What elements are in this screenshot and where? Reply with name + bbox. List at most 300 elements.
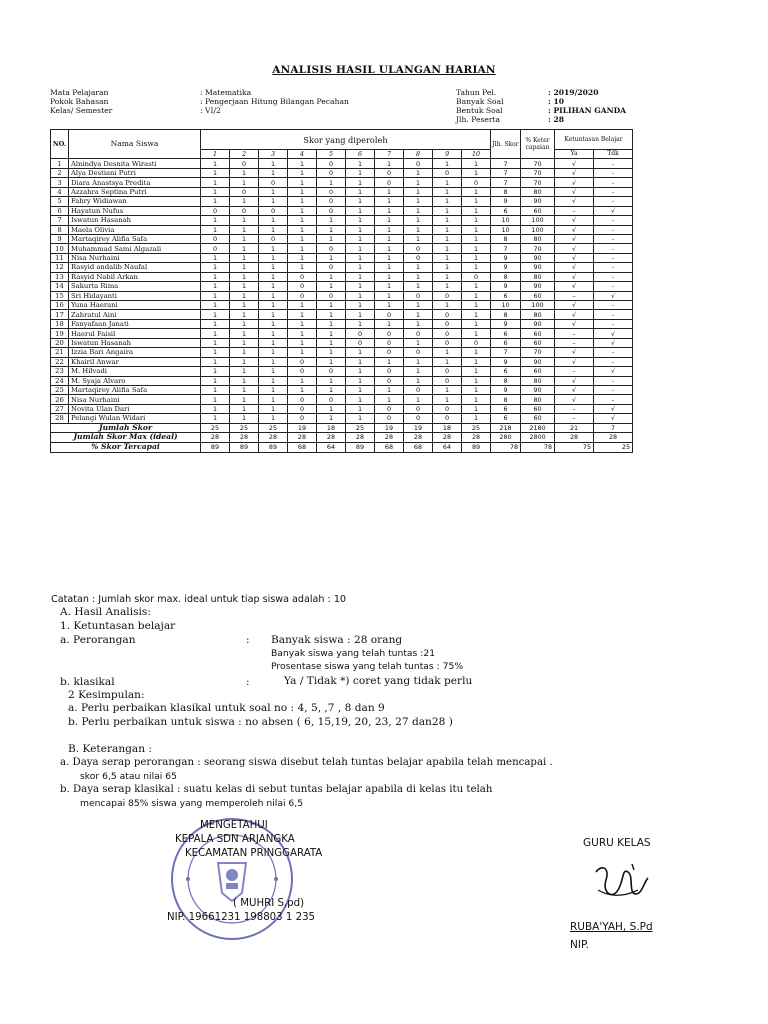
score-cell: 1: [346, 272, 375, 281]
score-cell: 1: [462, 376, 491, 385]
score-cell: 0: [230, 187, 259, 196]
score-cell: 0: [433, 376, 462, 385]
question-header: 8: [404, 150, 433, 159]
student-no: 4: [51, 187, 69, 196]
score-cell: 0: [375, 367, 404, 376]
score-cell: 1: [375, 263, 404, 272]
meta-row: [456, 88, 626, 97]
jlh-skor-cell: 8: [491, 234, 521, 243]
score-cell: 1: [259, 216, 288, 225]
score-cell: 1: [433, 263, 462, 272]
persen-cell: 89: [230, 442, 259, 452]
score-cell: 1: [201, 159, 230, 168]
ya-cell: √: [555, 272, 594, 281]
score-cell: 0: [433, 414, 462, 423]
sum-cell: 18: [317, 423, 346, 432]
sum-cell: 19: [404, 423, 433, 432]
score-cell: 1: [259, 301, 288, 310]
student-name: Sakurta Rima: [69, 282, 201, 291]
header-pct: % Keter capaian: [521, 130, 555, 159]
student-no: 17: [51, 310, 69, 319]
score-cell: 0: [317, 206, 346, 215]
meta-row: [50, 97, 349, 106]
score-cell: 1: [462, 404, 491, 413]
skor-max-row: [51, 433, 633, 442]
tdk-cell: -: [594, 234, 633, 243]
tdk-cell: -: [594, 272, 633, 281]
student-name: Izzia Bari Angaira: [69, 348, 201, 357]
ya-cell: √: [555, 216, 594, 225]
score-cell: 1: [404, 263, 433, 272]
score-cell: 0: [404, 385, 433, 394]
student-no: 1: [51, 159, 69, 168]
hasil-analisis-heading: A. Hasil Analisis:: [60, 606, 151, 618]
jlh-skor-cell: 6: [491, 291, 521, 300]
pct-cell: 100: [521, 301, 555, 310]
score-cell: 1: [375, 244, 404, 253]
score-cell: 0: [259, 234, 288, 243]
tdk-cell: -: [594, 282, 633, 291]
jlh-skor-cell: 8: [491, 376, 521, 385]
score-cell: 1: [433, 234, 462, 243]
sum-tdk: 7: [594, 423, 633, 432]
max-ya: 28: [555, 433, 594, 442]
score-cell: 1: [404, 272, 433, 281]
score-cell: 1: [346, 301, 375, 310]
score-cell: 1: [346, 319, 375, 328]
score-cell: 0: [317, 367, 346, 376]
score-cell: 1: [230, 367, 259, 376]
score-cell: 1: [346, 178, 375, 187]
document-title: ANALISIS HASIL ULANGAN HARIAN: [272, 64, 496, 76]
score-cell: 0: [404, 348, 433, 357]
persen-cell: 68: [404, 442, 433, 452]
score-cell: 1: [201, 310, 230, 319]
student-row: [51, 216, 633, 225]
ya-cell: √: [555, 178, 594, 187]
tdk-cell: √: [594, 329, 633, 338]
student-no: 11: [51, 253, 69, 262]
score-cell: 1: [375, 187, 404, 196]
score-cell: 1: [317, 234, 346, 243]
score-cell: 1: [462, 197, 491, 206]
score-cell: 1: [201, 357, 230, 366]
pct-cell: 90: [521, 197, 555, 206]
student-row: [51, 329, 633, 338]
sum-cell: 25: [462, 423, 491, 432]
pct-cell: 100: [521, 216, 555, 225]
score-cell: 1: [259, 159, 288, 168]
score-cell: 0: [317, 187, 346, 196]
score-cell: 0: [201, 234, 230, 243]
student-no: 16: [51, 301, 69, 310]
score-cell: 1: [375, 357, 404, 366]
student-row: [51, 272, 633, 281]
score-cell: 1: [433, 187, 462, 196]
pct-cell: 60: [521, 414, 555, 423]
score-cell: 1: [433, 348, 462, 357]
score-cell: 1: [288, 244, 317, 253]
score-cell: 1: [317, 282, 346, 291]
score-cell: 0: [433, 168, 462, 177]
klasikal-colon: :: [246, 676, 250, 688]
score-cell: 1: [404, 216, 433, 225]
score-cell: 1: [462, 206, 491, 215]
score-cell: 1: [230, 168, 259, 177]
keterangan-heading: B. Keterangan :: [68, 743, 153, 755]
score-cell: 1: [288, 159, 317, 168]
max-cell: 28: [462, 433, 491, 442]
jlh-skor-cell: 8: [491, 310, 521, 319]
score-cell: 0: [404, 404, 433, 413]
student-no: 26: [51, 395, 69, 404]
score-cell: 1: [404, 178, 433, 187]
score-cell: 1: [375, 197, 404, 206]
tdk-cell: -: [594, 348, 633, 357]
kesimpulan-b: b. Perlu perbaikan untuk siswa : no absen ( 6, 15,19, 20, 23, 27 dan28 ): [68, 716, 453, 728]
score-cell: 1: [375, 225, 404, 234]
meta-key: Pokok Bahasan: [50, 97, 109, 106]
persen-pct: 78: [521, 442, 555, 452]
max-cell: 28: [317, 433, 346, 442]
pct-cell: 70: [521, 159, 555, 168]
max-pct: 2800: [521, 433, 555, 442]
score-cell: 1: [433, 301, 462, 310]
score-cell: 1: [201, 225, 230, 234]
student-no: 19: [51, 329, 69, 338]
score-cell: 1: [259, 376, 288, 385]
score-table: [50, 129, 633, 453]
score-cell: 0: [317, 197, 346, 206]
score-cell: 1: [230, 319, 259, 328]
jlh-skor-cell: 9: [491, 357, 521, 366]
keterangan-b: b. Daya serap klasikal : suatu kelas di sebut tuntas belajar apabila di kelas itu telah: [60, 784, 493, 795]
meta-value: : Pengerjaan Hitung Bilangan Pecahan: [200, 97, 349, 106]
student-name: Nisa Nurhaini: [69, 253, 201, 262]
tdk-cell: -: [594, 395, 633, 404]
score-cell: 1: [230, 348, 259, 357]
tdk-cell: √: [594, 291, 633, 300]
score-cell: 1: [317, 310, 346, 319]
score-cell: 1: [288, 348, 317, 357]
tdk-cell: -: [594, 301, 633, 310]
pct-cell: 70: [521, 244, 555, 253]
score-cell: 1: [462, 367, 491, 376]
pct-cell: 70: [521, 348, 555, 357]
sum-cell: 19: [375, 423, 404, 432]
header-skor: Skor yang diperoleh: [201, 130, 491, 150]
student-no: 6: [51, 206, 69, 215]
score-cell: 0: [375, 310, 404, 319]
score-cell: 1: [317, 357, 346, 366]
score-cell: 1: [375, 291, 404, 300]
max-cell: 28: [230, 433, 259, 442]
score-cell: 1: [375, 253, 404, 262]
score-cell: 1: [230, 263, 259, 272]
score-cell: 1: [230, 414, 259, 423]
persen-ya: 75: [555, 442, 594, 452]
tdk-cell: -: [594, 197, 633, 206]
ya-cell: √: [555, 225, 594, 234]
student-row: [51, 310, 633, 319]
tdk-cell: -: [594, 253, 633, 262]
keterangan-b-detail: mencapai 85% siswa yang memperoleh nilai 6,5: [80, 798, 304, 809]
persen-cell: 64: [433, 442, 462, 452]
score-cell: 1: [346, 282, 375, 291]
ya-cell: √: [555, 197, 594, 206]
student-name: Nisa Nurhaini: [69, 395, 201, 404]
header-tdk: Tdk: [594, 150, 633, 159]
score-cell: 1: [259, 282, 288, 291]
score-cell: 1: [230, 301, 259, 310]
score-cell: 1: [317, 329, 346, 338]
score-cell: 1: [375, 206, 404, 215]
score-cell: 1: [404, 234, 433, 243]
score-cell: 1: [288, 376, 317, 385]
score-cell: 0: [288, 404, 317, 413]
score-cell: 1: [404, 187, 433, 196]
student-name: Rasyid Nabil Arkan: [69, 272, 201, 281]
score-cell: 1: [259, 272, 288, 281]
score-cell: 1: [462, 234, 491, 243]
score-cell: 1: [462, 159, 491, 168]
persen-tdk: 25: [594, 442, 633, 452]
header-name: Nama Siswa: [69, 130, 201, 159]
student-name: Pelangi Wulan Widari: [69, 414, 201, 423]
sum-cell: 18: [433, 423, 462, 432]
max-cell: 28: [404, 433, 433, 442]
score-cell: 1: [346, 348, 375, 357]
score-cell: 1: [259, 225, 288, 234]
ya-cell: √: [555, 385, 594, 394]
score-cell: 1: [346, 367, 375, 376]
score-cell: 1: [433, 244, 462, 253]
sum-cell: 25: [346, 423, 375, 432]
score-cell: 1: [201, 291, 230, 300]
score-cell: 1: [346, 197, 375, 206]
score-cell: 1: [317, 216, 346, 225]
score-cell: 1: [259, 168, 288, 177]
score-cell: 1: [288, 329, 317, 338]
score-cell: 1: [346, 376, 375, 385]
score-cell: 0: [375, 338, 404, 347]
score-cell: 0: [288, 414, 317, 423]
question-header: 6: [346, 150, 375, 159]
tdk-cell: -: [594, 263, 633, 272]
kepala-sekolah-block: [167, 819, 323, 925]
meta-value: : Matematika: [200, 88, 252, 97]
score-cell: 1: [433, 385, 462, 394]
score-cell: 1: [433, 225, 462, 234]
persen-cell: 89: [259, 442, 288, 452]
student-name: M. Syaja Alvaro: [69, 376, 201, 385]
max-cell: 28: [259, 433, 288, 442]
student-no: 3: [51, 178, 69, 187]
score-cell: 1: [230, 272, 259, 281]
student-row: [51, 404, 633, 413]
student-row: [51, 159, 633, 168]
question-header: 9: [433, 150, 462, 159]
score-cell: 1: [317, 178, 346, 187]
catatan: Catatan : Jumlah skor max. ideal untuk tiap siswa adalah : 10: [51, 594, 347, 605]
score-cell: 0: [317, 263, 346, 272]
score-cell: 1: [259, 197, 288, 206]
student-row: [51, 376, 633, 385]
score-cell: 1: [259, 187, 288, 196]
jlh-skor-cell: 6: [491, 414, 521, 423]
meta-value: : 10: [548, 97, 565, 106]
score-cell: 1: [288, 301, 317, 310]
score-cell: 1: [433, 197, 462, 206]
sum-cell: 25: [230, 423, 259, 432]
score-cell: 0: [375, 178, 404, 187]
kesimpulan-heading: 2 Kesimpulan:: [68, 689, 145, 701]
max-cell: 28: [433, 433, 462, 442]
score-cell: 1: [317, 376, 346, 385]
student-no: 22: [51, 357, 69, 366]
score-cell: 1: [346, 234, 375, 243]
score-cell: 1: [259, 329, 288, 338]
score-cell: 1: [462, 357, 491, 366]
score-cell: 1: [201, 253, 230, 262]
student-no: 7: [51, 216, 69, 225]
score-cell: 0: [201, 206, 230, 215]
student-row: [51, 178, 633, 187]
student-row: [51, 348, 633, 357]
score-cell: 1: [375, 319, 404, 328]
score-cell: 1: [201, 282, 230, 291]
score-cell: 1: [201, 376, 230, 385]
question-header: 10: [462, 150, 491, 159]
student-name: Hayatun Nufus: [69, 206, 201, 215]
score-cell: 1: [317, 319, 346, 328]
jlh-skor-cell: 8: [491, 395, 521, 404]
score-cell: 1: [404, 338, 433, 347]
tdk-cell: -: [594, 178, 633, 187]
score-cell: 0: [433, 367, 462, 376]
ya-cell: √: [555, 168, 594, 177]
jlh-skor-cell: 8: [491, 272, 521, 281]
student-no: 24: [51, 376, 69, 385]
student-no: 9: [51, 234, 69, 243]
ya-cell: –: [555, 404, 594, 413]
student-row: [51, 168, 633, 177]
ya-cell: –: [555, 329, 594, 338]
score-cell: 1: [201, 301, 230, 310]
meta-key: Kelas/ Semester: [50, 106, 113, 115]
ya-cell: √: [555, 282, 594, 291]
score-cell: 0: [404, 291, 433, 300]
score-cell: 1: [230, 253, 259, 262]
pct-cell: 90: [521, 385, 555, 394]
jlh-skor-cell: 7: [491, 178, 521, 187]
pct-cell: 80: [521, 310, 555, 319]
student-no: 10: [51, 244, 69, 253]
score-cell: 1: [462, 310, 491, 319]
student-name: Alya Destiani Putri: [69, 168, 201, 177]
sum-cell: 25: [259, 423, 288, 432]
pct-cell: 60: [521, 367, 555, 376]
student-row: [51, 414, 633, 423]
ya-cell: √: [555, 187, 594, 196]
score-cell: 1: [230, 216, 259, 225]
score-cell: 1: [404, 395, 433, 404]
score-cell: 1: [346, 225, 375, 234]
jlh-skor-cell: 10: [491, 301, 521, 310]
guru-kelas-title: GURU KELAS: [583, 837, 651, 849]
student-name: Iswatun Hasanah: [69, 338, 201, 347]
question-header: 7: [375, 150, 404, 159]
score-cell: 1: [259, 404, 288, 413]
score-cell: 0: [259, 178, 288, 187]
score-cell: 1: [230, 376, 259, 385]
tdk-cell: -: [594, 216, 633, 225]
jlh-skor-cell: 9: [491, 385, 521, 394]
pct-cell: 60: [521, 329, 555, 338]
score-cell: 1: [317, 301, 346, 310]
score-cell: 1: [462, 319, 491, 328]
student-row: [51, 197, 633, 206]
ya-cell: √: [555, 395, 594, 404]
student-name: Martaqirey Alifia Safa: [69, 234, 201, 243]
meta-value: : VI/2: [200, 106, 221, 115]
score-cell: 1: [230, 395, 259, 404]
score-cell: 1: [288, 187, 317, 196]
score-cell: 1: [462, 244, 491, 253]
score-cell: 0: [288, 357, 317, 366]
student-name: Khairil Anwar: [69, 357, 201, 366]
student-row: [51, 319, 633, 328]
question-header: 1: [201, 150, 230, 159]
score-cell: 0: [288, 395, 317, 404]
student-name: Martaqirey Alifia Safa: [69, 385, 201, 394]
score-cell: 0: [462, 178, 491, 187]
jlh-skor-cell: 9: [491, 282, 521, 291]
persen-cell: 89: [346, 442, 375, 452]
sum-ya: 21: [555, 423, 594, 432]
score-cell: 1: [375, 395, 404, 404]
siswa-tuntas: Banyak siswa yang telah tuntas :21: [271, 648, 436, 659]
tdk-cell: √: [594, 367, 633, 376]
jlh-skor-cell: 6: [491, 367, 521, 376]
jlh-skor-cell: 6: [491, 338, 521, 347]
score-cell: 0: [317, 244, 346, 253]
header-ketuntasan: Ketuntasan Belajar: [555, 130, 633, 150]
jlh-skor-cell: 9: [491, 253, 521, 262]
score-cell: 1: [404, 168, 433, 177]
score-cell: 1: [404, 367, 433, 376]
meta-left: [50, 88, 349, 115]
score-cell: 1: [259, 310, 288, 319]
score-cell: 1: [288, 385, 317, 394]
pct-cell: 70: [521, 168, 555, 177]
jlh-skor-cell: 8: [491, 187, 521, 196]
score-cell: 1: [317, 272, 346, 281]
score-cell: 1: [259, 338, 288, 347]
score-cell: 1: [433, 253, 462, 262]
header-ya: Ya: [555, 150, 594, 159]
max-cell: 28: [201, 433, 230, 442]
jlh-skor-cell: 9: [491, 319, 521, 328]
score-cell: 1: [462, 395, 491, 404]
score-cell: 1: [317, 385, 346, 394]
score-cell: 1: [433, 206, 462, 215]
pct-cell: 60: [521, 404, 555, 413]
score-cell: 1: [230, 282, 259, 291]
pct-cell: 80: [521, 395, 555, 404]
score-cell: 1: [404, 357, 433, 366]
score-cell: 1: [462, 348, 491, 357]
